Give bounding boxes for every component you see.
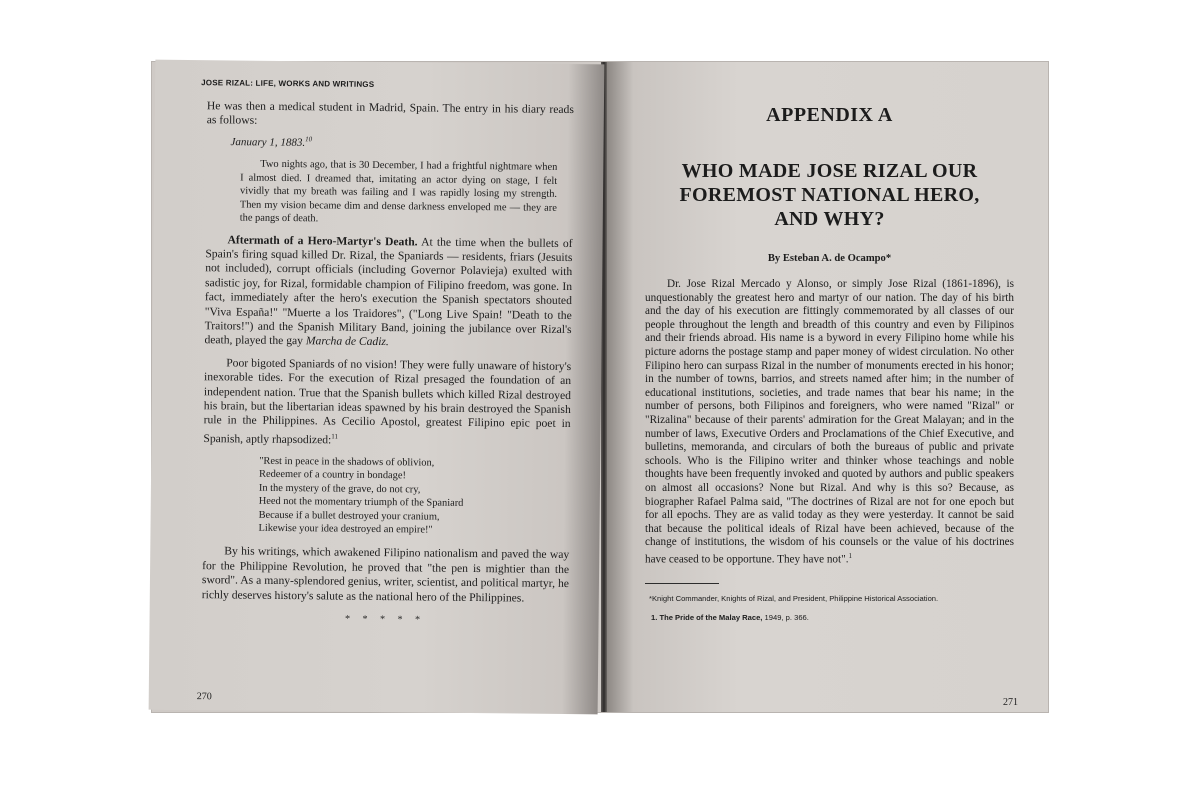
body-text: Dr. Jose Rizal Mercado y Alonso, or simply Jose Rizal (1861-1896), is unquestionably the greatest hero and martyr of our nation. The day of his birth and the day of his execution are fittingly commemorated by all classes of our people throughout the length and breadth of this country and even by Filipinos and their friends abroad. His name is a byword in every Filipino home while his picture adorns the postage stamp and paper money of widest circulation. No other Filipino hero can surpass Rizal in the number of monuments erected in his honor; in the number of towns, barrios, and streets named after him; in the number of educational institutions, societies, and trade names that bear his name; in the number of persons, both Filipinos and foreigners, who were named "Rizal" or "Rizalina" because of their parents' admiration for the Great Malayan; and in the number of laws, Executive Orders and Proclamations of the Chief Executive, and bulletins, memoranda, and circulars of both the bureaus of public and private schools. Who is the Filipino writer and thinker whose teachings and noble thoughts have been frequently invoked and quoted by authors and public speakers on almost all occasions? None but Rizal. And why is this so? Because, as biographer Rafael Palma said, "The doctrines of Rizal are not for one epoch but for all epochs. They are as valid today as they were yesterday. It cannot be said that because the political ideals of Rizal have been achieved, because of the change of institutions, the wisdom of his counsels or the value of his doctrines have ceased to be opportune. They have not". xyxy=(645,278,1014,566)
diary-date-text: January 1, 1883. xyxy=(230,135,306,149)
footnote-1 xyxy=(645,613,1014,623)
poem-line: Redeemer of a country in bondage! xyxy=(259,469,406,482)
chapter-title-line: AND WHY? xyxy=(774,208,885,230)
footnote-author: *Knight Commander, Knights of Rizal, and President, Philippine Historical Association. xyxy=(649,594,939,604)
page-number-left: 270 xyxy=(196,691,212,703)
footnote-divider xyxy=(645,583,719,584)
section-break: * * * * * xyxy=(345,613,426,626)
bigoted-paragraph xyxy=(203,356,571,450)
footnote-1-title: 1. The Pride of the Malay Race, xyxy=(651,613,763,623)
poem-line: "Rest in peace in the shadows of oblivion, xyxy=(259,455,435,469)
appendix-heading: APPENDIX A xyxy=(766,104,893,126)
intro-paragraph: He was then a medical student in Madrid, Spain. The entry in his diary reads as follows: xyxy=(206,99,574,128)
aftermath-heading: Aftermath of a Hero-Martyr's Death. xyxy=(227,232,418,248)
poem-line: Because if a bullet destroyed your cranium, xyxy=(258,509,440,523)
bigoted-text: Poor bigoted Spaniards of no vision! They were fully unaware of history's inexorable tides. For the execution of Rizal presaged the foundation of an independent nation. True that the Spanish bullets which killed Rizal destroyed his brain, but the libertarian ideas spawned by his brain destroyed the Spanish rule in the Philippines. As Cecilio Apostol, greatest Filipino epic poet in Spanish, aptly rhapsodized: xyxy=(203,356,572,447)
byline: By Esteban A. de Ocampo* xyxy=(767,253,892,264)
body-footnote-ref: 1 xyxy=(848,551,852,560)
poem-line: Likewise your idea destroyed an empire!" xyxy=(258,522,433,536)
chapter-title xyxy=(645,159,1014,231)
poem-line: Heed not the momentary triumph of the Spaniard xyxy=(258,496,464,510)
poem-line: In the mystery of the grave, do not cry, xyxy=(258,482,421,496)
chapter-title-line: WHO MADE JOSE RIZAL OUR xyxy=(681,160,978,182)
march-name: Marcha de Cadiz. xyxy=(305,334,389,349)
chapter-title-line: FOREMOST NATIONAL HERO, xyxy=(679,184,980,206)
diary-date xyxy=(230,134,573,151)
body-paragraph xyxy=(645,278,1014,567)
running-head: JOSE RIZAL: LIFE, WORKS AND WRITINGS xyxy=(201,78,375,89)
footnote-1-rest: 1949, p. 366. xyxy=(764,613,809,623)
diary-footnote-ref: 10 xyxy=(305,135,313,144)
poem xyxy=(258,455,570,539)
left-page xyxy=(149,60,605,715)
bigoted-footnote-ref: 11 xyxy=(331,432,339,441)
aftermath-paragraph xyxy=(204,233,572,352)
page-number-right: 271 xyxy=(1003,697,1018,708)
diary-entry: Two nights ago, that is 30 December, I had a frightful nightmare when I almost died. I dreamed that, imitating an actor dying on stage, I felt vividly that my breath was failing and I was rapidly losing my strength. Then my vision became dim and dense darkness enveloped me — they are the pangs of death. xyxy=(239,159,558,225)
right-page xyxy=(607,62,1048,712)
closing-paragraph: By his writings, which awakened Filipino nationalism and paved the way for the Philippine Revolution, he proved that "the pen is mightier than the sword". As a many-splendored genius, writer, scientist, and political martyr, he richly deserves history's salute as the national hero of the Philippines. xyxy=(201,544,570,605)
aftermath-text: At the time when the bullets of Spain's firing squad killed Dr. Rizal, the Spaniards — residents, friars (Jesuits not included), corrupt officials (including Governor Polavieja) exulted with sadistic joy, for Rizal, formidable champion of Filipino freedom, was gone. In fact, immediately after the hero's execution the Spanish spectators shouted "Viva España!" "Muerte a los Traidores", ("Long Live Spain! "Death to the Traitors!") and the Spanish Military Band, joining the jubilance over Rizal's death, played the gay xyxy=(204,234,573,348)
book-spread xyxy=(152,62,1048,712)
